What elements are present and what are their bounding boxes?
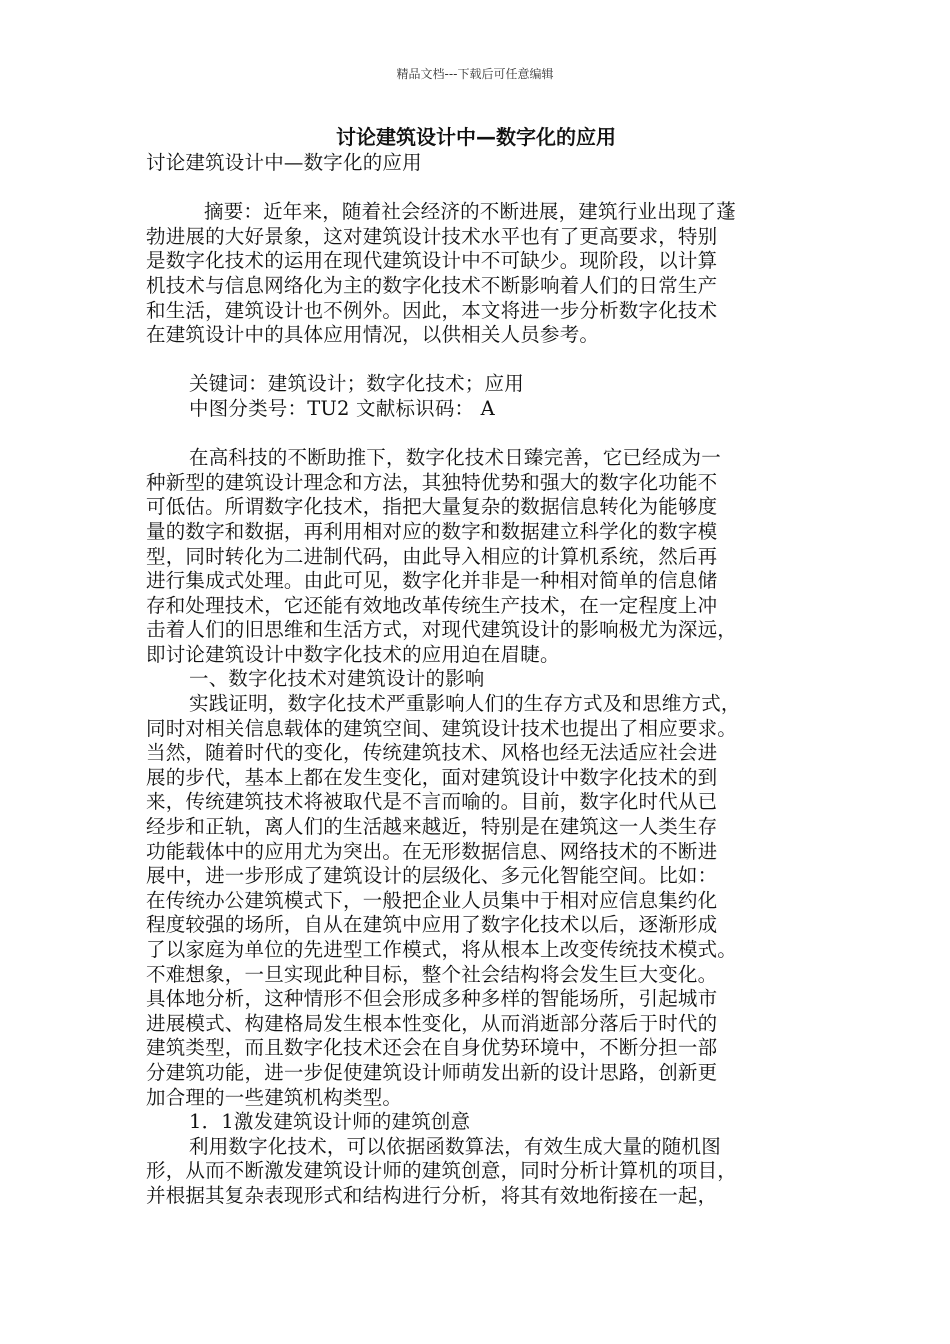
abstract-line: 在建筑设计中的具体应用情况，以供相关人员参考。 <box>146 323 600 347</box>
blank-line <box>146 176 806 201</box>
paragraph-line: 即讨论建筑设计中数字化技术的应用迫在眉睫。 <box>146 642 560 666</box>
paragraph-line: 击着人们的旧思维和生活方式，对现代建筑设计的影响极尤为深远， <box>146 618 738 642</box>
paragraph-line: 同时对相关信息载体的建筑空间、建筑设计技术也提出了相应要求。 <box>146 716 738 740</box>
paragraph-line: 建筑类型，而且数字化技术还会在自身优势环境中，不断分担一部 <box>146 1036 718 1060</box>
paragraph-line: 实践证明，数字化技术严重影响人们的生存方式及和思维方式， <box>189 692 741 716</box>
paragraph-line: 进行集成式处理。由此可见，数字化并非是一种相对简单的信息储 <box>146 569 718 593</box>
abstract-line: 摘要：近年来，随着社会经济的不断进展，建筑行业出现了蓬 <box>204 200 736 224</box>
document-subtitle: 讨论建筑设计中—数字化的应用 <box>146 151 422 174</box>
section-heading: 一、数字化技术对建筑设计的影响 <box>189 667 485 691</box>
paragraph-line: 并根据其复杂表现形式和结构进行分析，将其有效地衔接在一起， <box>146 1183 718 1207</box>
header-note: 精品文档---下载后可任意编辑 <box>396 67 554 81</box>
paragraph-line: 经步和正轨，离人们的生活越来越近，特别是在建筑这一人类生存 <box>146 815 718 839</box>
paragraph-line: 种新型的建筑设计理念和方法，其独特优势和强大的数字化功能不 <box>146 470 718 494</box>
paragraph-line: 分建筑功能，进一步促使建筑设计师萌发出新的设计思路，创新更 <box>146 1060 718 1084</box>
paragraph-line: 加合理的一些建筑机构类型。 <box>146 1085 403 1109</box>
paragraph-intro <box>146 446 806 667</box>
paragraph-impact <box>146 692 806 1110</box>
paragraph-line: 量的数字和数据，再利用相对应的数字和数据建立科学化的数字模 <box>146 519 718 543</box>
paragraph-line: 在传统办公建筑模式下，一般把企业人员集中于相对应信息集约化 <box>146 888 718 912</box>
abstract-line: 和生活，建筑设计也不例外。因此，本文将进一步分析数字化技术 <box>146 298 718 322</box>
document-body <box>146 124 806 1209</box>
paragraph-line: 在高科技的不断助推下，数字化技术日臻完善，它已经成为一 <box>189 446 721 470</box>
abstract <box>146 200 806 348</box>
paragraph-line: 程度较强的场所，自从在建筑中应用了数字化技术以后，逐渐形成 <box>146 913 718 937</box>
blank-line <box>146 348 806 373</box>
keywords: 关键词：建筑设计；数字化技术；应用 <box>189 372 524 396</box>
abstract-line: 勃进展的大好景象，这对建筑设计技术水平也有了更高要求，特别 <box>146 224 718 248</box>
paragraph-creativity <box>146 1135 806 1209</box>
paragraph-line: 展的步代，基本上都在发生变化，面对建筑设计中数字化技术的到 <box>146 765 718 789</box>
abstract-line: 机技术与信息网络化为主的数字化技术不断影响着人们的日常生产 <box>146 273 718 297</box>
paragraph-line: 存和处理技术，它还能有效地改革传统生产技术，在一定程度上冲 <box>146 593 718 617</box>
subsection-heading: 1．1激发建筑设计师的建筑创意 <box>189 1110 471 1134</box>
paragraph-line: 了以家庭为单位的先进型工作模式，将从根本上改变传统技术模式。 <box>146 938 738 961</box>
paragraph-line: 利用数字化技术，可以依据函数算法，有效生成大量的随机图 <box>189 1134 721 1158</box>
classification: 中图分类号：TU2 文献标识码： A <box>189 396 495 420</box>
paragraph-line: 功能载体中的应用尤为突出。在无形数据信息、网络技术的不断进 <box>146 839 718 863</box>
paragraph-line: 来，传统建筑技术将被取代是不言而喻的。目前，数字化时代从已 <box>146 790 718 814</box>
paragraph-line: 形，从而不断激发建筑设计师的建筑创意，同时分析计算机的项目， <box>146 1159 738 1183</box>
paragraph-line: 当然，随着时代的变化，传统建筑技术、风格也经无法适应社会进 <box>146 741 718 765</box>
paragraph-line: 可低估。所谓数字化技术，指把大量复杂的数据信息转化为能够度 <box>146 495 718 519</box>
paragraph-line: 型，同时转化为二进制代码，由此导入相应的计算机系统，然后再 <box>146 544 718 568</box>
paragraph-line: 进展模式、构建格局发生根本性变化，从而消逝部分落后于时代的 <box>146 1011 718 1035</box>
paragraph-line: 不难想象，一旦实现此种目标，整个社会结构将会发生巨大变化。 <box>146 962 718 986</box>
document-title: 讨论建筑设计中—数字化的应用 <box>336 125 616 149</box>
paragraph-line: 展中，进一步形成了建筑设计的层级化、多元化智能空间。比如： <box>146 864 718 888</box>
blank-line <box>146 422 806 447</box>
paragraph-line: 具体地分析，这种情形不但会形成多种多样的智能场所，引起城市 <box>146 987 718 1011</box>
abstract-line: 是数字化技术的运用在现代建筑设计中不可缺少。现阶段，以计算 <box>146 249 718 273</box>
